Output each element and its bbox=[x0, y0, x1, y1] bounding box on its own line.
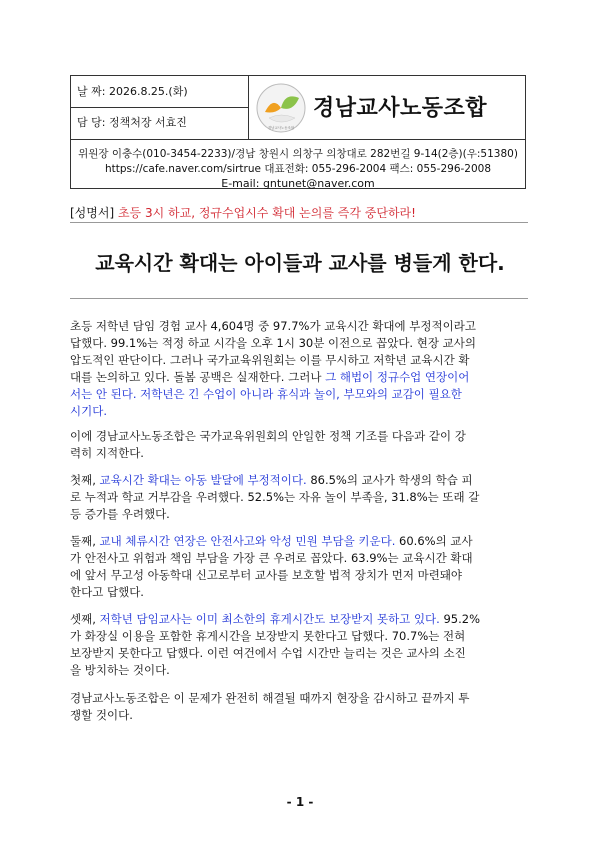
text-line bbox=[70, 611, 530, 628]
text-segment: 첫째, bbox=[70, 473, 100, 487]
contact-line-2: https://cafe.naver.com/sirtrue 대표전화: 055-296-2004 팩스: 055-296-2008 bbox=[104, 163, 492, 175]
text-line bbox=[70, 472, 530, 489]
text-line: 이에 경남교사노동조합은 국가교육위원회의 안일한 정책 기조를 다음과 같이 강 bbox=[70, 429, 466, 443]
text-line bbox=[70, 533, 530, 550]
text-line: 답했다. 99.1%는 적정 하교 시각을 오후 1시 30분 이전으로 꼽았다. 현장 교사의 bbox=[70, 336, 476, 350]
text-line: 로 누적과 학교 거부감을 우려했다. 52.5%는 자유 놀이 부족을, 31.8%는 또래 갈 bbox=[70, 490, 480, 504]
text-line: 을 방치하는 것이다. bbox=[70, 663, 170, 677]
paragraph-closing bbox=[70, 690, 530, 724]
press-release-header bbox=[70, 75, 526, 189]
contact-line-1: 위원장 이충수(010-3454-2233)/경남 창원시 의창구 의창대로 282번길 9-14(2층)(우:51380) bbox=[78, 148, 518, 160]
text-line: 에 앞서 무고성 아동학대 신고로부터 교사를 보호할 법적 장치가 먼저 마련돼야 bbox=[70, 568, 463, 582]
divider bbox=[70, 222, 528, 223]
paragraph-second bbox=[70, 533, 530, 601]
paragraph-first bbox=[70, 472, 530, 523]
paragraph-intro bbox=[70, 318, 530, 420]
emphasis-text: 교육시간 확대는 아동 발달에 부정적이다. bbox=[99, 473, 307, 487]
text-line bbox=[70, 369, 530, 386]
text-line: 보장받지 못한다고 답했다. 이런 여건에서 수업 시간만 늘리는 것은 교사의 소진 bbox=[70, 646, 466, 660]
date-manager-cell bbox=[71, 76, 249, 140]
page-title: 교육시간 확대는 아이들과 교사를 병들게 한다. bbox=[95, 251, 505, 275]
text-segment: 대를 논의하고 있다. 돌봄 공백은 실재한다. 그러나 bbox=[70, 370, 326, 384]
text-segment: 86.5%의 교사가 학생의 학습 피 bbox=[306, 473, 473, 487]
emphasis-text: 시기다. bbox=[70, 404, 107, 418]
text-segment: 95.2% bbox=[439, 612, 481, 626]
divider bbox=[71, 107, 248, 108]
text-line: 한다고 답했다. bbox=[70, 585, 144, 599]
logo-caption: 경남교사노동조합 bbox=[267, 126, 295, 130]
text-segment: 셋째, bbox=[70, 612, 100, 626]
emphasis-text: 교내 체류시간 연장은 안전사고와 악성 민원 부담을 키운다. bbox=[99, 534, 396, 548]
statement-headline-text: 초등 3시 하교, 정규수업시수 확대 논의를 즉각 중단하라! bbox=[117, 206, 416, 220]
paragraph-criticism bbox=[70, 428, 530, 462]
org-name: 경남교사노동조합 bbox=[313, 96, 488, 121]
statement-headline bbox=[70, 204, 416, 221]
text-segment: 60.6%의 교사 bbox=[395, 534, 473, 548]
text-line: 경남교사노동조합은 이 문제가 완전히 해결될 때까지 현장을 감시하고 끝까지 투 bbox=[70, 691, 470, 705]
date-label: 날 짜: 2026.8.25.(화) bbox=[77, 85, 188, 98]
text-line: 초등 저학년 담임 경험 교사 4,604명 중 97.7%가 교육시간 확대에 부정적이라고 bbox=[70, 319, 476, 333]
divider bbox=[70, 298, 528, 299]
emphasis-text: 저학년 담임교사는 이미 최소한의 휴게시간도 보장받지 못하고 있다. bbox=[99, 612, 440, 626]
text-line: 력히 지적한다. bbox=[70, 446, 144, 460]
paragraph-third bbox=[70, 611, 530, 679]
contact-line-3: E-mail: gntunet@naver.com bbox=[221, 177, 375, 190]
page-number: - 1 - bbox=[286, 795, 314, 809]
emphasis-text: 서는 안 된다. 저학년은 긴 수업이 아니라 휴식과 놀이, 부모와의 교감이 필요한 bbox=[70, 387, 462, 401]
text-line: 쟁할 것이다. bbox=[70, 708, 133, 722]
text-line: 등 증가를 우려했다. bbox=[70, 507, 170, 521]
emphasis-text: 그 해법이 정규수업 연장이어 bbox=[325, 370, 470, 384]
text-line: 가 안전사고 위험과 책임 부담을 가장 큰 우려로 꼽았다. 63.9%는 교육시간 확대 bbox=[70, 551, 473, 565]
text-line: 압도적인 판단이다. 그러나 국가교육위원회는 이를 무시하고 저학년 교육시간 확 bbox=[70, 353, 470, 367]
text-line: 가 화장실 이용을 포함한 휴게시간을 보장받지 못한다고 답했다. 70.7%는 전혀 bbox=[70, 629, 466, 643]
manager-label: 담 당: 정책처장 서효진 bbox=[77, 116, 187, 129]
text-segment: 둘째, bbox=[70, 534, 100, 548]
union-logo-icon bbox=[255, 82, 307, 134]
statement-tag: [성명서] bbox=[70, 206, 115, 220]
org-logo-cell bbox=[249, 76, 525, 140]
